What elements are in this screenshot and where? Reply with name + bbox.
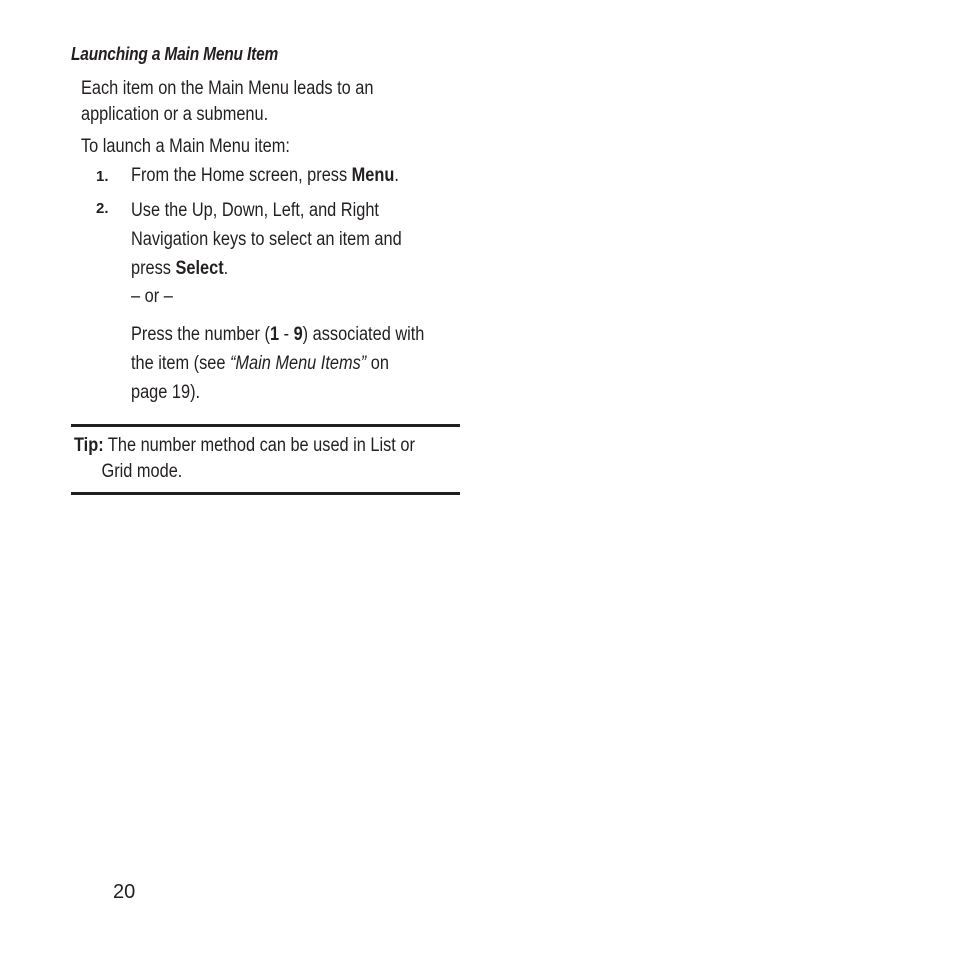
section-heading — [71, 44, 312, 65]
alt-line-3: page 19). — [131, 382, 201, 403]
alt-line-1-before: Press the number ( — [131, 324, 270, 345]
step-number-1: 1. — [96, 168, 109, 185]
step-2-line-1: Use the Up, Down, Left, and Right — [131, 200, 379, 221]
select-key-label: Select — [175, 258, 224, 279]
intro-line-1: Each item on the Main Menu leads to an — [81, 78, 374, 99]
step-2-line-3-after: . — [223, 258, 229, 279]
main-menu-items-reference: “Main Menu Items” — [229, 353, 367, 374]
alt-dash: - — [279, 324, 294, 345]
step-2-line-3-before: press — [131, 258, 176, 279]
tip-bottom-rule — [71, 492, 460, 495]
alt-line-2-before: the item (see — [131, 353, 230, 374]
tip-line-1: The number method can be used in List or — [103, 435, 415, 456]
section-heading-text: Launching a Main Menu Item — [71, 44, 279, 64]
tip-box — [74, 433, 470, 485]
step-number-2: 2. — [96, 200, 109, 217]
alternative-instruction — [131, 320, 472, 407]
step-2-line-2: Navigation keys to select an item and — [131, 229, 402, 250]
step-1-text-after: . — [394, 165, 399, 186]
or-separator — [131, 284, 180, 310]
step-1-text — [131, 163, 442, 189]
tip-line-2: Grid mode. — [101, 461, 183, 482]
lead-text: To launch a Main Menu item: — [81, 136, 290, 157]
tip-top-rule — [71, 424, 460, 427]
step-2-text — [131, 196, 446, 283]
intro-line-2: application or a submenu. — [81, 104, 269, 125]
or-separator-text: – or – — [131, 286, 173, 307]
lead-paragraph — [81, 134, 324, 160]
step-1-text-before: From the Home screen, press — [131, 165, 352, 186]
menu-key-label: Menu — [351, 165, 395, 186]
alt-line-1-after: ) associated with — [302, 324, 425, 345]
number-key-1: 1 — [269, 324, 280, 345]
number-key-9: 9 — [293, 324, 303, 345]
page-number: 20 — [113, 881, 136, 903]
alt-line-2-after: on — [366, 353, 389, 374]
intro-paragraph — [81, 76, 421, 128]
tip-label: Tip: — [74, 435, 104, 456]
